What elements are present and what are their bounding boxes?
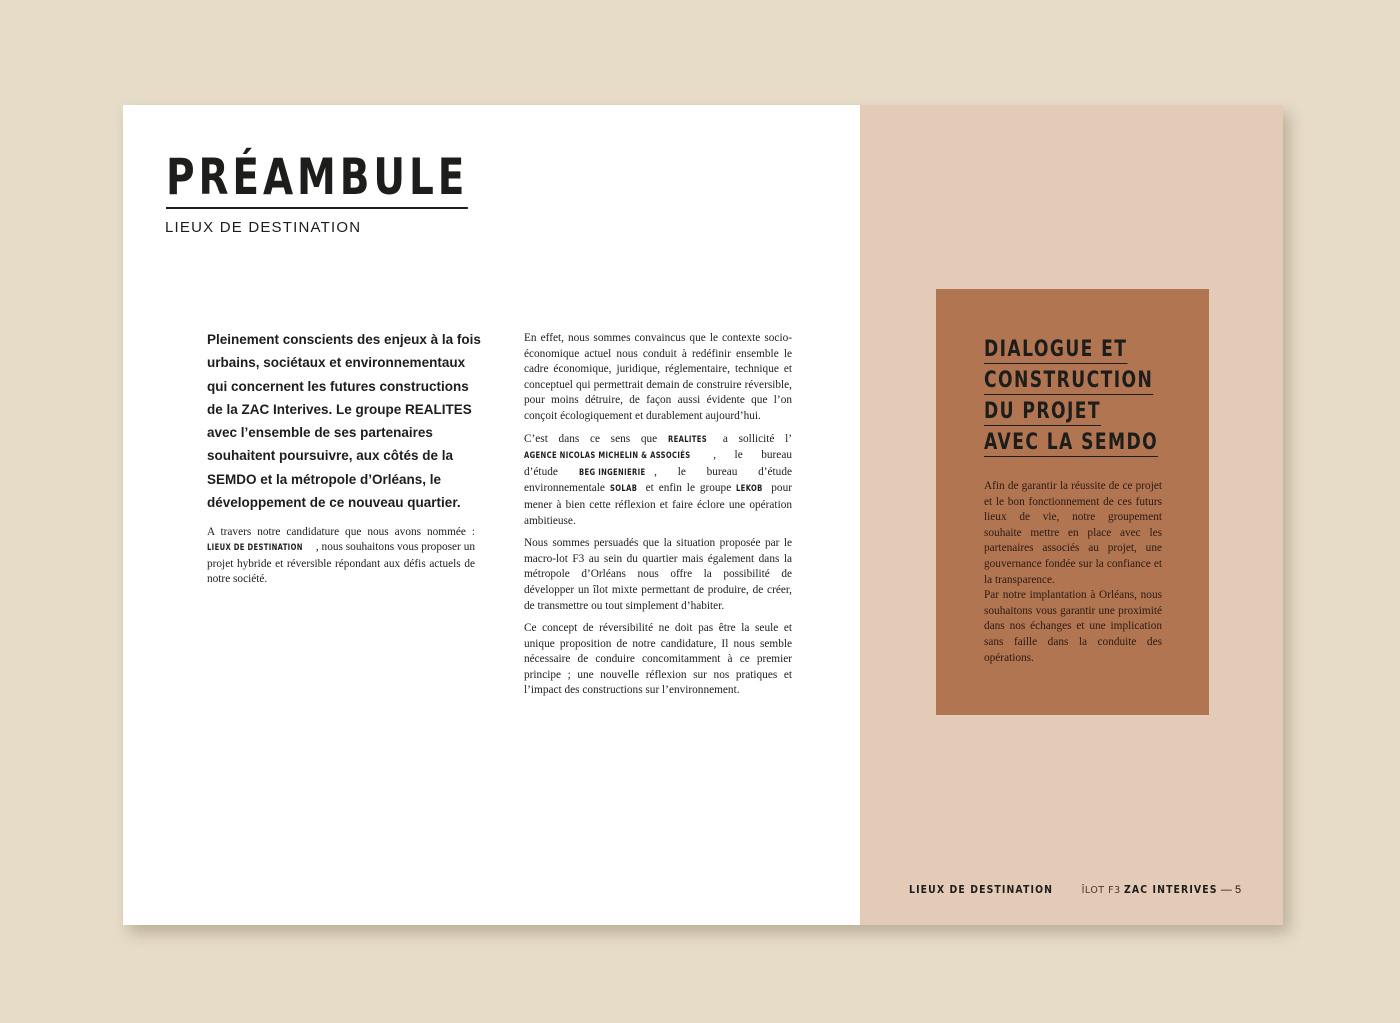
p2-realites: REALITES — [667, 434, 707, 445]
p2-agence: AGENCE NICOLAS MICHELIN & ASSOCIÉS — [524, 451, 691, 462]
footer-zac: ZAC INTERIVES — [1123, 883, 1218, 896]
intro-paragraph — [207, 525, 475, 588]
brochure-spread — [123, 105, 1283, 925]
left-page — [123, 105, 860, 925]
intro-text-after: , nous souhaitons vous proposer un projet hybride et réversible répondant aux défis actuels de notre société. — [207, 541, 475, 586]
box-title — [984, 334, 1158, 458]
intro-highlight: LIEUX DE DESTINATION — [207, 543, 303, 554]
page-footer — [909, 883, 1241, 896]
page-subtitle: LIEUX DE DESTINATION — [165, 219, 362, 236]
body-paragraph-3: Nous sommes persuadés que la situation proposée par le macro-lot F3 au sein du quartier mais également dans la métropole d’Orléans nous offre la possibilité de développer un îlot mixte permettant de produire, de créer, de transmettre ou tout simplement d’habiter. — [524, 537, 792, 612]
body-column — [524, 331, 792, 706]
body-paragraph-2 — [524, 432, 792, 530]
lead-paragraph: Pleinement conscients des enjeux à la fois urbains, sociétaux et environnementaux qui concernent les futures constructions de la ZAC Interives. Le groupe REALITES avec l’ensemble de ses partenaires souhaitent poursuivre, aux côtés de la SEMDO et la métropole d’Orléans, le développement de ce nouveau quartier. — [207, 332, 481, 511]
p2-text-a: C’est dans ce sens que — [524, 432, 668, 445]
p2-text-e: et enfin le groupe — [640, 482, 737, 495]
right-page — [860, 105, 1283, 925]
p2-solab: SOLAB — [609, 484, 638, 495]
p2-text-d: , le bureau d’étude environnementale — [524, 465, 792, 495]
body-paragraph-1: En effet, nous sommes convaincus que le contexte socio-économique actuel nous conduit à redéfinir ensemble le cadre économique, juridique, réglementaire, technique et conceptuel qui permettrait demain de construire réversible, pour moins détruire, de façon aussi évidente que l’on conçoit écologiquement et durablement aujourd’hui. — [524, 332, 792, 422]
p2-beg: BEG INGENIERIE — [578, 467, 646, 478]
box-text-2: Par notre implantation à Orléans, nous souhaitons vous garantir une proximité dans nos échanges et une implication sans faille dans la conduite des opérations. — [984, 589, 1162, 664]
p2-text-b: a sollicité l’ — [712, 432, 793, 445]
p2-text-f: pour mener à bien cette réflexion et faire éclore une opération ambitieuse. — [524, 482, 792, 527]
page-title: PRÉAMBULE — [166, 149, 468, 209]
box-title-line-1: DIALOGUE ET — [984, 337, 1128, 362]
p2-text-c: , le bureau d’étude — [524, 449, 792, 478]
footer-title: LIEUX DE DESTINATION — [909, 883, 1054, 896]
p2-lekob: LEKOB — [736, 484, 763, 495]
box-title-line-4: AVEC LA SEMDO — [984, 430, 1159, 455]
box-text — [984, 479, 1162, 666]
footer-lot: ÎLOT F3 — [1081, 885, 1121, 896]
body-paragraph-4: Ce concept de réversibilité ne doit pas être la seule et unique proposition de notre candidature, Il nous semble nécessaire de conduire concomitamment à ce premier principe ; une nouvelle réflexion sur nos pratiques et l’impact des constructions sur l’environnement. — [524, 622, 792, 697]
highlight-box — [936, 289, 1209, 715]
box-text-1: Afin de garantir la réussite de ce projet et le bon fonctionnement de ces futurs lieux de vie, notre groupement souhaite mettre en place avec les partenaires associés au projet, une gouvernance fondée sur la confiance et la transparence. — [984, 480, 1162, 586]
box-title-line-3: DU PROJET — [984, 399, 1101, 424]
box-title-line-2: CONSTRUCTION — [984, 368, 1154, 393]
page-number: — 5 — [1220, 884, 1242, 896]
intro-text-before: A travers notre candidature que nous avons nommée : — [207, 526, 475, 538]
